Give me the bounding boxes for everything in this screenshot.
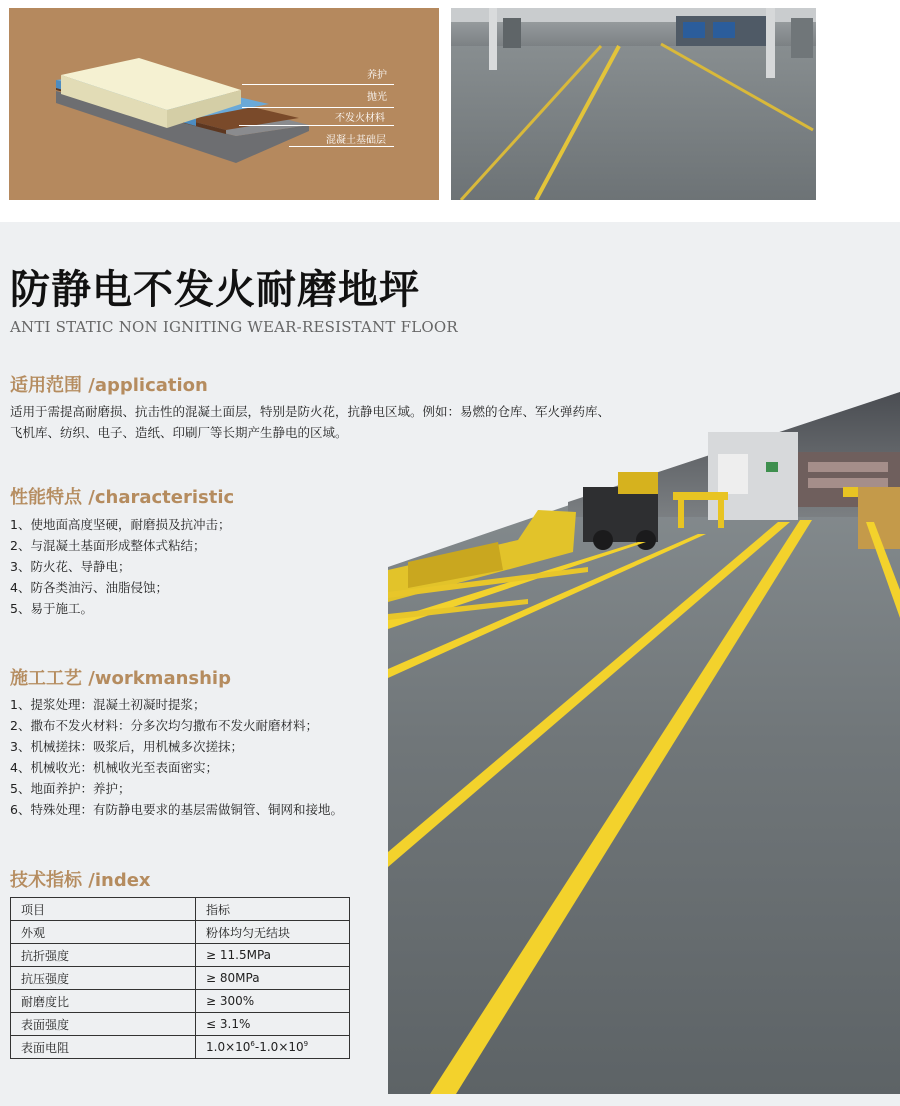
table-cell: ≥ 11.5MPa: [196, 944, 350, 967]
resistance-base-high: 1.0×10: [259, 1040, 304, 1054]
warehouse-main-image: [388, 392, 900, 1094]
table-cell: 抗压强度: [11, 967, 196, 990]
application-line: 飞机库、纺织、电子、造纸、印刷厂等长期产生静电的区域。: [10, 425, 348, 440]
table-header-row: [11, 898, 350, 921]
list-item: 4、防各类油污、油脂侵蚀；: [10, 580, 168, 595]
table-cell: 表面电阻: [11, 1036, 196, 1059]
table-cell: ≥ 80MPa: [196, 967, 350, 990]
application-line: 适用于需提高耐磨损、抗击性的混凝土面层，特别是防火花，抗静电区域。例如：易燃的仓库、军火弹药库、: [10, 404, 611, 419]
application-heading: 适用范围 /application: [10, 375, 208, 396]
layer-label-concrete: 混凝土基础层: [326, 135, 386, 146]
list-item: 5、易于施工。: [10, 601, 93, 616]
table-cell: 耐磨度比: [11, 990, 196, 1013]
table-cell: 粉体均匀无结块: [196, 921, 350, 944]
workmanship-heading: 施工工艺 /workmanship: [10, 668, 231, 689]
list-item: 4、机械收光：机械收光至表面密实；: [10, 760, 218, 775]
list-item: 2、撒布不发火材料：分多次均匀撒布不发火耐磨材料；: [10, 718, 318, 733]
layer-pointer-line: [239, 125, 394, 126]
table-cell-resistance: [196, 1036, 350, 1059]
application-text: [10, 401, 610, 443]
layer-pointer-line: [289, 146, 394, 147]
table-row: [11, 990, 350, 1013]
list-item: 3、机械搓抹：吸浆后，用机械多次搓抹；: [10, 739, 243, 754]
table-row: [11, 967, 350, 990]
table-cell: ≥ 300%: [196, 990, 350, 1013]
list-item: 6、特殊处理：有防静电要求的基层需做铜管、铜网和接地。: [10, 802, 343, 817]
resistance-base-low: 1.0×10: [206, 1040, 251, 1054]
layer-pointer-line: [242, 107, 394, 108]
layer-label-polish: 抛光: [367, 92, 387, 103]
table-row: [11, 1036, 350, 1059]
resistance-separator: -: [254, 1040, 260, 1054]
workmanship-list: [10, 694, 343, 820]
table-row: [11, 944, 350, 967]
table-header-cell: 项目: [11, 898, 196, 921]
table-cell: 外观: [11, 921, 196, 944]
resistance-exp-high: 9: [303, 1040, 309, 1048]
index-table: [10, 897, 350, 1059]
resistance-exp-low: 6: [250, 1040, 255, 1048]
list-item: 5、地面养护：养护；: [10, 781, 131, 796]
table-row: [11, 921, 350, 944]
list-item: 3、防火花、导静电；: [10, 559, 131, 574]
table-cell: 表面强度: [11, 1013, 196, 1036]
layer-diagram: [9, 8, 439, 200]
characteristic-list: [10, 514, 230, 619]
layer-stack-illustration: [9, 8, 439, 200]
warehouse-photo-main: [388, 392, 900, 1094]
page-title: 防静电不发火耐磨地坪: [10, 267, 420, 313]
layer-pointer-line: [242, 84, 394, 85]
table-header-cell: 指标: [196, 898, 350, 921]
table-cell: 抗折强度: [11, 944, 196, 967]
warehouse-floor-image: [451, 8, 816, 200]
characteristic-heading: 性能特点 /characteristic: [10, 487, 235, 508]
list-item: 2、与混凝土基面形成整体式粘结；: [10, 538, 206, 553]
layer-label-material: 不发火材料: [335, 113, 385, 124]
index-heading: 技术指标 /index: [10, 870, 151, 891]
list-item: 1、使地面高度坚硬，耐磨损及抗冲击；: [10, 517, 231, 532]
table-cell: ≤ 3.1%: [196, 1013, 350, 1036]
table-row: [11, 1013, 350, 1036]
layer-label-curing: 养护: [367, 70, 387, 81]
warehouse-photo-top: [451, 8, 816, 200]
list-item: 1、提浆处理：混凝土初凝时提浆；: [10, 697, 206, 712]
page-subtitle: ANTI STATIC NON IGNITING WEAR-RESISTANT FLOOR: [10, 318, 458, 336]
